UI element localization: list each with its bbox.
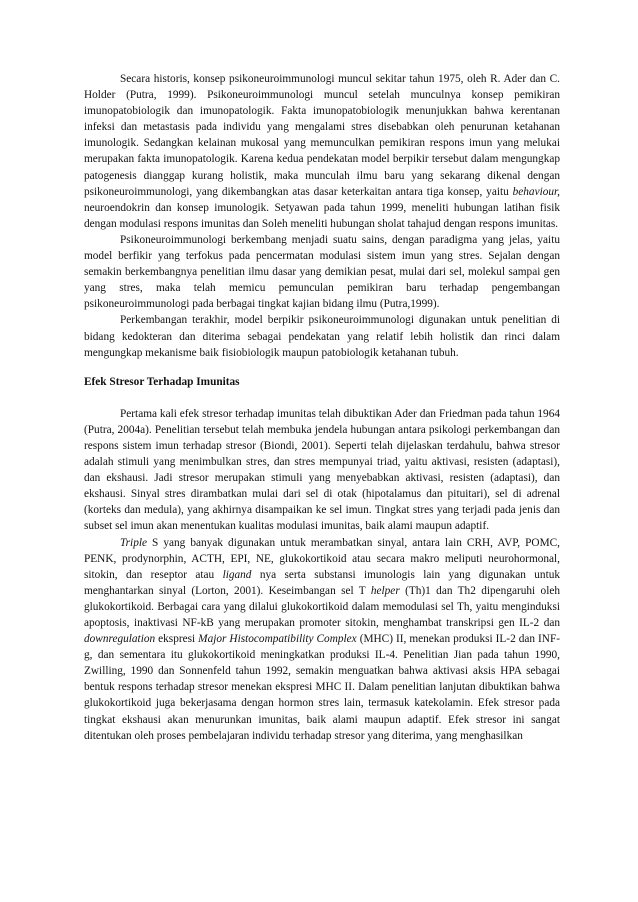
paragraph-paradigm — [84, 232, 560, 312]
text-segment: Perkembangan terakhir, model berpikir psikoneuroimmunologi digunakan untuk penelitian di bidang kedokteran dan diterima sebagai pendekatan yang relatif lebih holistik dan rinci dalam mengungkap mekanisme baik fisiobiologik maupun patobiologik ketahanan tubuh. — [84, 314, 560, 359]
text-segment: Secara historis, konsep psikoneuroimmunologi muncul sekitar tahun 1975, oleh R. Ader dan C. Holder (Putra, 1999). Psikoneuroimmunologi muncul setelah munculnya konsep pemikiran imunopatobiologik dan imunopatologik. Fakta imunopatobiologik menunjukkan bahwa kerentanan infeksi dan metastasis pada individu yang mengalami stres disebabkan oleh penurunan ketahanan imunologik. Sedangkan kelainan mukosal yang memunculkan pemikiran respons imun yang melukai merupakan fakta imunopatologik. Karena kedua pendekatan model berpikir tersebut dalam mengungkap patogenesis dianggap kurang holistik, maka munculah ilmu baru yang sekarang dikenal dengan psikoneuroimmunologi, yang dikembangkan atas dasar keterkaitan antara tiga konsep, yaitu — [84, 73, 560, 198]
document-page — [84, 71, 560, 744]
paragraph-development — [84, 312, 560, 360]
paragraph-stressor-effect — [84, 406, 560, 535]
text-segment-italic: helper — [370, 584, 400, 597]
text-segment: neuroendokrin dan konsep imunologik. Setyawan pada tahun 1999, meneliti hubungan latihan fisik dengan modulasi respons imunitas dan Soleh meneliti hubungan sholat tahajud dengan respons imunitas. — [84, 201, 560, 230]
paragraph-history — [84, 71, 560, 232]
text-segment: nya serta substansi imunologis lain yang digunakan untuk menghantarkan sinyal (Lorton, 2001). Keseimbangan sel T — [84, 568, 561, 597]
text-segment-italic: ligand — [222, 568, 252, 581]
section-heading: Efek Stresor Terhadap Imunitas — [84, 375, 240, 388]
text-segment: S yang banyak digunakan untuk merambatkan sinyal, antara lain CRH, AVP, POMC, PENK, prodynorphin, ACTH, EPI, NE, glukokortikoid atau secara makro meliputi neurohormonal, sitokin, dan reseptor atau — [84, 536, 560, 581]
text-segment: ekspresi — [155, 633, 199, 646]
text-segment: Psikoneuroimmunologi berkembang menjadi suatu sains, dengan paradigma yang jelas, yaitu model berfikir yang terfokus pada pencermatan modulasi sistem imun yang stres. Sejalan dengan semakin berkembangnya penelitian ilmu dasar yang demikian pesat, mulai dari sel, molekul sampai gen yang stres, maka telah memicu pemunculan pemikiran baru terhadap pengembangan psikoneuroimmunologi pada berbagai tingkat kajian bidang ilmu (Putra,1999). — [84, 233, 560, 311]
text-segment-italic: downregulation — [84, 633, 156, 646]
text-segment-italic: Major Histocompatibility Complex — [198, 633, 357, 646]
text-segment: (MHC) II, menekan produksi IL-2 dan INF-g, dan sementara itu glukokortikoid meningkatkan produksi IL-4. Penelitian Jian pada tahun 1990, Zwilling, 1990 dan Sonnenfeld tahun 1992, semakin menguatkan bahwa aktivasi aksis HPA sebagai bentuk respons terhadap stresor menekan ekspresi MHC II. Dalam penelitian lanjutan dibuktikan bahwa glukokortikoid juga bekerjasama dengan hormon stres lain, termasuk katekolamin. Efek stresor pada tingkat ekshausi akan menurunkan imunitas, baik alami maupun adaptif. Efek stresor ini sangat ditentukan oleh proses pembelajaran individu terhadap stresor yang diterima, yang menghasilkan — [84, 633, 561, 742]
text-segment-italic: behaviour, — [512, 185, 560, 198]
paragraph-triple-s — [84, 535, 560, 744]
text-segment: Pertama kali efek stresor terhadap imunitas telah dibuktikan Ader dan Friedman pada tahun 1964 (Putra, 2004a). Penelitian tersebut telah membuka jendela hubungan antara psikologi perkembangan dan respons sistem imun terhadap stresor (Biondi, 2001). Seperti telah dijelaskan terdahulu, bahwa stresor adalah stimuli yang menimbulkan stres, dan stres mempunyai triad, yaitu aktivasi, resisten (adaptasi), dan ekshausi. Jadi stresor merupakan stimuli yang menyebabkan aktivasi, resisten (adaptasi), dan ekshausi. Sinyal stres dirambatkan mulai dari sel di otak (hipotalamus dan pituitari), sel di adrenal (korteks dan medula), yang akhirnya disampaikan ke sel imun. Tingkat stres yang terjadi pada jenis dan subset sel imun akan menentukan kualitas modulasi imunitas, baik alami maupun adaptif. — [84, 407, 560, 533]
text-segment: (Th)1 dan Th2 dipengaruhi oleh glukokortikoid. Berbagai cara yang dilalui glukokortikoid dalam memodulasi sel Th, yaitu menginduksi apoptosis, inaktivasi NF-kB yang merupakan promoter sitokin, menghambat transkripsi gen IL-2 dan — [84, 584, 560, 629]
text-segment-italic: Triple — [120, 536, 147, 549]
